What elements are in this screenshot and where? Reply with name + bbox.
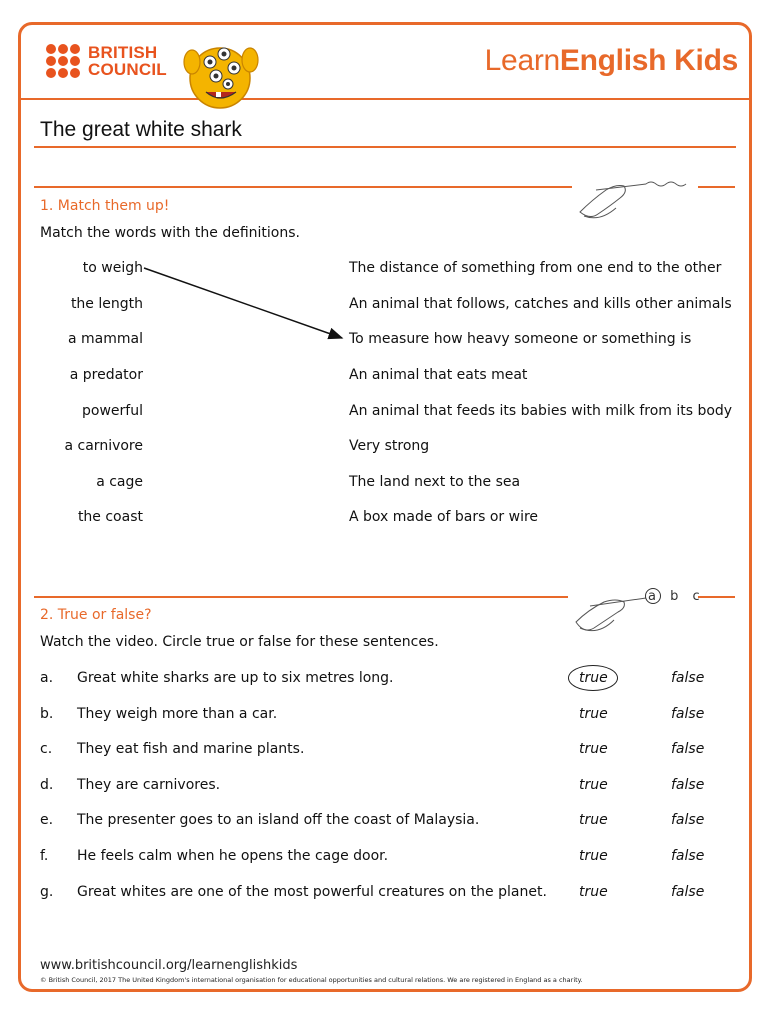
match-word[interactable]: a predator (69, 367, 143, 383)
section1-title: 1. Match them up! (40, 198, 170, 214)
section2-title: 2. True or false? (40, 607, 152, 623)
true-option[interactable]: true (579, 706, 608, 722)
true-option[interactable]: true (579, 884, 608, 900)
match-definition[interactable]: Very strong (349, 438, 430, 454)
item-sentence: They eat fish and marine plants. (77, 741, 305, 757)
true-option[interactable]: true (579, 812, 608, 828)
bc-dots-icon (46, 44, 80, 78)
false-option[interactable]: false (671, 848, 705, 864)
bc-line1: BRITISH (88, 43, 158, 62)
match-definition[interactable]: An animal that follows, catches and kills other animals (349, 296, 732, 312)
match-word[interactable]: to weigh (82, 260, 143, 276)
item-letter: g. (40, 884, 54, 900)
footer-url[interactable]: www.britishcouncil.org/learnenglishkids (40, 958, 298, 973)
false-option[interactable]: false (671, 884, 705, 900)
worksheet-frame (18, 22, 752, 992)
abc-label: a b c (648, 589, 705, 604)
match-definition[interactable]: To measure how heavy someone or something is (349, 331, 692, 347)
section2-rule (34, 596, 568, 598)
item-sentence: Great white sharks are up to six metres long. (77, 670, 394, 686)
match-definition[interactable]: The distance of something from one end to the other (349, 260, 722, 276)
match-definition[interactable]: An animal that feeds its babies with milk from its body (349, 403, 733, 419)
false-option[interactable]: false (671, 777, 705, 793)
item-sentence: Great whites are one of the most powerful creatures on the planet. (77, 884, 547, 900)
bc-line2: COUNCIL (88, 60, 167, 79)
false-option[interactable]: false (671, 670, 705, 686)
match-word[interactable]: a mammal (68, 331, 143, 347)
item-letter: a. (40, 670, 54, 686)
item-letter: b. (40, 706, 54, 722)
item-sentence: The presenter goes to an island off the coast of Malaysia. (77, 812, 480, 828)
match-definition[interactable]: The land next to the sea (349, 474, 521, 490)
header-divider (21, 98, 749, 100)
match-word[interactable]: powerful (82, 403, 143, 419)
item-sentence: They are carnivores. (77, 777, 221, 793)
footer-copyright: © British Council, 2017 The United Kingdom's international organisation for educational opportunities and cultural relations. We are registered in England as a charity. (40, 976, 583, 984)
match-definition[interactable]: A box made of bars or wire (349, 509, 539, 525)
match-word[interactable]: the length (70, 296, 143, 312)
monster-mascot-icon (178, 32, 262, 112)
false-option[interactable]: false (671, 812, 705, 828)
title-divider (34, 146, 736, 148)
false-option[interactable]: false (671, 706, 705, 722)
item-letter: e. (40, 812, 54, 828)
section1-rule-right (698, 186, 735, 188)
learnenglish-kids-logo: LearnEnglish Kids (484, 44, 738, 77)
page-title: The great white shark (40, 118, 242, 141)
false-option[interactable]: false (671, 741, 705, 757)
match-word[interactable]: a cage (96, 474, 143, 490)
true-option[interactable]: true (579, 741, 608, 757)
section1-instruction: Match the words with the definitions. (40, 225, 300, 241)
item-letter: c. (40, 741, 53, 757)
true-option[interactable]: true (579, 777, 608, 793)
section1-rule (34, 186, 572, 188)
item-sentence: They weigh more than a car. (77, 706, 278, 722)
match-word[interactable]: a carnivore (64, 438, 143, 454)
match-word[interactable]: the coast (77, 509, 143, 525)
item-letter: d. (40, 777, 54, 793)
match-definition[interactable]: An animal that eats meat (349, 367, 528, 383)
true-option[interactable]: true (579, 848, 608, 864)
british-council-logo (46, 44, 167, 78)
true-option[interactable]: true (579, 670, 608, 686)
circled-a-icon (645, 588, 661, 604)
item-letter: f. (40, 848, 49, 864)
section2-instruction: Watch the video. Circle true or false for these sentences. (40, 634, 439, 650)
item-sentence: He feels calm when he opens the cage door. (77, 848, 389, 864)
